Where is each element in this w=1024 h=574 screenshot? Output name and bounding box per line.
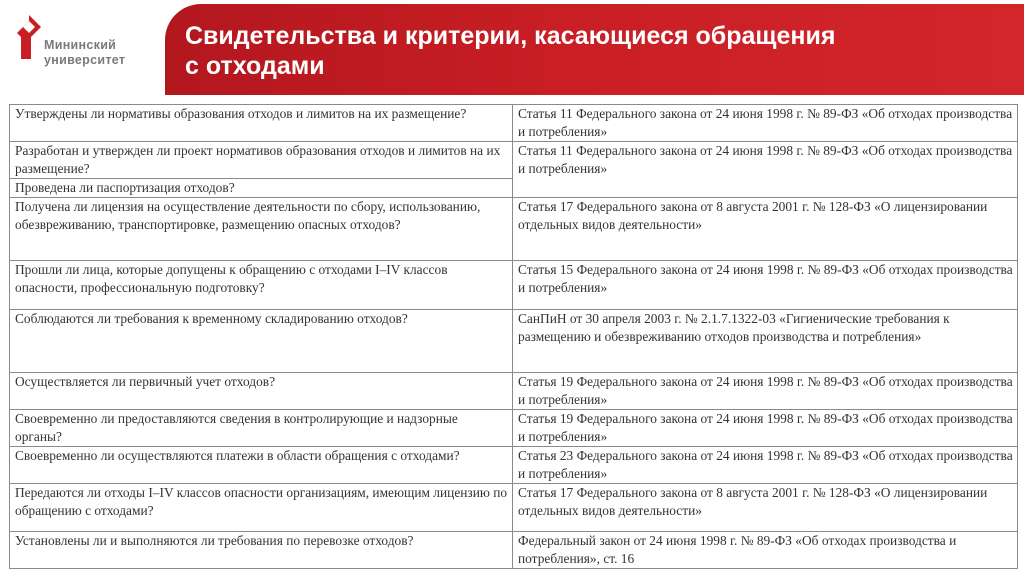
question-cell: Разработан и утвержден ли проект нормативов образования отходов и лимитов на их размещение? bbox=[10, 142, 513, 179]
reference-cell: Федеральный закон от 24 июня 1998 г. № 89-ФЗ «Об отходах производства и потребления», ст. 16 bbox=[513, 532, 1018, 569]
reference-cell: Статья 11 Федерального закона от 24 июня 1998 г. № 89-ФЗ «Об отходах производства и потребления» bbox=[513, 142, 1018, 198]
reference-cell: Статья 15 Федерального закона от 24 июня 1998 г. № 89-ФЗ «Об отходах производства и потребления» bbox=[513, 261, 1018, 310]
reference-cell: Статья 19 Федерального закона от 24 июня 1998 г. № 89-ФЗ «Об отходах производства и потребления» bbox=[513, 410, 1018, 447]
university-logo-icon bbox=[14, 14, 44, 60]
reference-cell: Статья 17 Федерального закона от 8 августа 2001 г. № 128-ФЗ «О лицензировании отдельных видов деятельности» bbox=[513, 198, 1018, 261]
table-row bbox=[10, 447, 1018, 484]
question-cell: Установлены ли и выполняются ли требования по перевозке отходов? bbox=[10, 532, 513, 569]
title-band bbox=[165, 4, 1024, 95]
slide-header bbox=[0, 0, 1024, 97]
reference-cell: Статья 17 Федерального закона от 8 августа 2001 г. № 128-ФЗ «О лицензировании отдельных видов деятельности» bbox=[513, 484, 1018, 532]
table-row bbox=[10, 105, 1018, 142]
question-cell: Передаются ли отходы I–IV классов опасности организациям, имеющим лицензию по обращению с отходами? bbox=[10, 484, 513, 532]
question-cell: Получена ли лицензия на осуществление деятельности по сбору, использованию, обезвреживанию, транспортировке, размещению опасных отходов? bbox=[10, 198, 513, 261]
title-line-2: с отходами bbox=[185, 52, 325, 80]
table-row bbox=[10, 410, 1018, 447]
table-row bbox=[10, 198, 1018, 261]
page-title bbox=[185, 21, 985, 81]
question-cell: Своевременно ли предоставляются сведения в контролирующие и надзорные органы? bbox=[10, 410, 513, 447]
reference-cell: Статья 19 Федерального закона от 24 июня 1998 г. № 89-ФЗ «Об отходах производства и потребления» bbox=[513, 373, 1018, 410]
criteria-table bbox=[9, 104, 1018, 569]
question-cell: Своевременно ли осуществляются платежи в области обращения с отходами? bbox=[10, 447, 513, 484]
table-row bbox=[10, 261, 1018, 310]
question-cell: Осуществляется ли первичный учет отходов? bbox=[10, 373, 513, 410]
logo bbox=[0, 0, 165, 97]
question-cell: Прошли ли лица, которые допущены к обращению с отходами I–IV классов опасности, профессиональную подготовку? bbox=[10, 261, 513, 310]
reference-cell: СанПиН от 30 апреля 2003 г. № 2.1.7.1322-03 «Гигиенические требования к размещению и обезвреживанию отходов производства и потребления» bbox=[513, 310, 1018, 373]
title-line-1: Свидетельства и критерии, касающиеся обращения bbox=[185, 22, 836, 50]
reference-cell: Статья 23 Федерального закона от 24 июня 1998 г. № 89-ФЗ «Об отходах производства и потребления» bbox=[513, 447, 1018, 484]
logo-line-1: Мининский bbox=[44, 38, 117, 52]
table-row bbox=[10, 532, 1018, 569]
logo-line-2: университет bbox=[44, 53, 126, 67]
logo-text bbox=[44, 38, 125, 68]
table-row bbox=[10, 142, 1018, 179]
reference-cell: Статья 11 Федерального закона от 24 июня 1998 г. № 89-ФЗ «Об отходах производства и потребления» bbox=[513, 105, 1018, 142]
question-cell: Проведена ли паспортизация отходов? bbox=[10, 179, 513, 198]
table-row bbox=[10, 373, 1018, 410]
table-row bbox=[10, 310, 1018, 373]
table-row bbox=[10, 484, 1018, 532]
question-cell: Соблюдаются ли требования к временному складированию отходов? bbox=[10, 310, 513, 373]
question-cell: Утверждены ли нормативы образования отходов и лимитов на их размещение? bbox=[10, 105, 513, 142]
